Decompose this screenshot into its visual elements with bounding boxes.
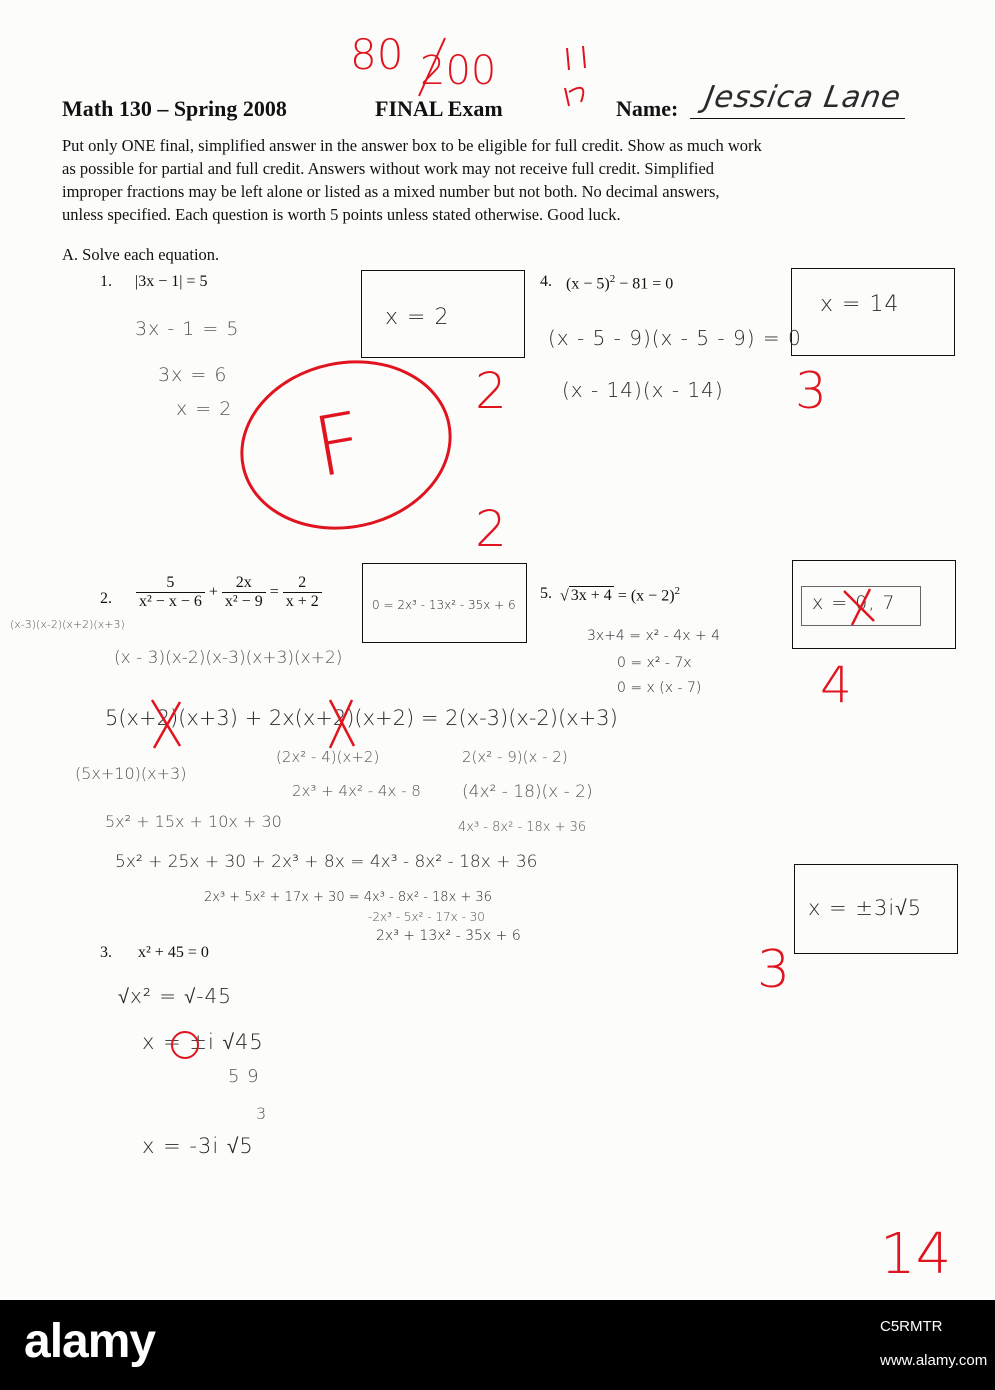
q2-work-10: 4x³ - 8x² - 18x + 36 <box>458 820 587 835</box>
student-name: Jessica Lane <box>701 80 904 115</box>
q1-work-2: 3x = 6 <box>158 364 228 386</box>
q2-work-7: 2x³ + 4x² - 4x - 8 <box>292 782 421 800</box>
q2-work-9: 5x² + 15x + 10x + 30 <box>105 812 282 831</box>
q3-work-1: √x² = √-45 <box>118 984 232 1008</box>
q2-work-12: 2x³ + 5x² + 17x + 30 = 4x³ - 8x² - 18x + 36 <box>204 890 492 905</box>
q3-equation: x² + 45 = 0 <box>138 944 209 961</box>
exam-title: FINAL Exam <box>375 96 503 121</box>
q1-work-1: 3x - 1 = 5 <box>135 318 240 340</box>
watermark-logo: alamy <box>24 1315 156 1368</box>
score-possible: 200 <box>420 48 497 94</box>
q3-number: 3. <box>100 944 112 961</box>
q1-equation: |3x − 1| = 5 <box>135 273 208 290</box>
q5-work-3: 0 = x (x - 7) <box>617 680 702 696</box>
section-a-heading: A. Solve each equation. <box>62 245 220 264</box>
q5-cross-mark <box>840 585 880 630</box>
q2-work-4: (2x² - 4)(x+2) <box>276 748 380 766</box>
instructions-line-1: Put only ONE final, simplified answer in the answer box to be eligible for full credit. Show as much work <box>62 136 762 155</box>
q2-equation: $\frac{5}{\text{x² − x − 6}}$ + $\frac{2x}{\text{x² − 9}}$ = $\frac{2}{x + 2}$ <box>136 574 322 612</box>
q3-answer: x = ±3i√5 <box>808 896 923 920</box>
q2-work-11: 5x² + 25x + 30 + 2x³ + 8x = 4x³ - 8x² - 18x + 36 <box>115 852 538 872</box>
q3-work-2: x = ±i √45 <box>142 1030 264 1054</box>
q5-answer: x = 0, 7 <box>812 592 896 614</box>
q1-score: 2 <box>475 362 507 420</box>
q3-circle-mark <box>168 1028 204 1064</box>
q5-work-1: 3x+4 = x² - 4x + 4 <box>587 628 721 644</box>
q2-work-5: 2(x² - 9)(x - 2) <box>462 748 568 766</box>
q4-work-2: (x - 14)(x - 14) <box>562 378 724 402</box>
q2-work-14: 2x³ + 13x² - 35x + 6 <box>376 928 521 944</box>
course-title: Math 130 – Spring 2008 <box>62 96 287 121</box>
q4-equation: $(x - 5)^2 - 81 = 0$ <box>566 273 674 293</box>
q5-number: 5. <box>540 585 552 602</box>
watermark-url: www.alamy.com <box>880 1352 988 1369</box>
instructions-line-2: as possible for partial and full credit. Answers without work may not receive full credit. Simplified <box>62 159 715 178</box>
instructions-line-4: unless specified. Each question is worth 5 points unless stated otherwise. Good luck. <box>62 205 621 224</box>
q5-score: 4 <box>820 656 852 714</box>
reviewer-mark <box>555 40 605 110</box>
q1-work-3: x = 2 <box>176 398 233 420</box>
q5-equation: √ $3x + 4 = (x - 2)^2$ <box>560 585 681 605</box>
name-label: Name: <box>616 96 679 121</box>
q4-answer: x = 14 <box>820 292 900 317</box>
watermark-image-id: C5RMTR <box>880 1318 943 1335</box>
q2-work-8: (4x² - 18)(x - 2) <box>462 782 593 802</box>
score-mid: 2 <box>475 500 507 558</box>
q2-work-2: (x - 3)(x-2)(x-3)(x+3)(x+2) <box>114 648 343 668</box>
q2-answer: 0 = 2x³ - 13x² - 35x + 6 <box>372 598 516 612</box>
page-total-score: 14 <box>880 1222 952 1287</box>
q3-score: 3 <box>757 940 791 1000</box>
q3-work-4: 3 <box>256 1104 268 1123</box>
name-line <box>690 118 905 119</box>
q4-number: 4. <box>540 273 552 290</box>
q5-work-2: 0 = x² - 7x <box>617 655 692 671</box>
q1-number: 1. <box>100 273 112 290</box>
instructions-line-3: improper fractions may be left alone or listed as a mixed number but not both. No decimal answers, <box>62 182 720 201</box>
q3-work-5: x = -3i √5 <box>142 1134 254 1158</box>
q2-work-13: -2x³ - 5x² - 17x - 30 <box>368 910 485 924</box>
q2-cancel-marks <box>140 696 380 756</box>
q3-work-3: 5 9 <box>228 1066 260 1087</box>
q4-score: 3 <box>795 362 827 420</box>
q2-work-6: (5x+10)(x+3) <box>75 764 187 783</box>
score-earned: 80 <box>350 30 404 79</box>
q1-answer: x = 2 <box>385 305 450 330</box>
q2-work-3: 5(x+2)(x+3) + 2x(x+2)(x+2) = 2(x-3)(x-2)(x+3) <box>105 706 618 730</box>
q2-work-1: (x-3)(x-2)(x+2)(x+3) <box>10 618 125 631</box>
grade-letter: F <box>307 394 371 497</box>
q4-work-1: (x - 5 - 9)(x - 5 - 9) = 0 <box>548 326 802 350</box>
q2-number: 2. <box>100 590 112 607</box>
